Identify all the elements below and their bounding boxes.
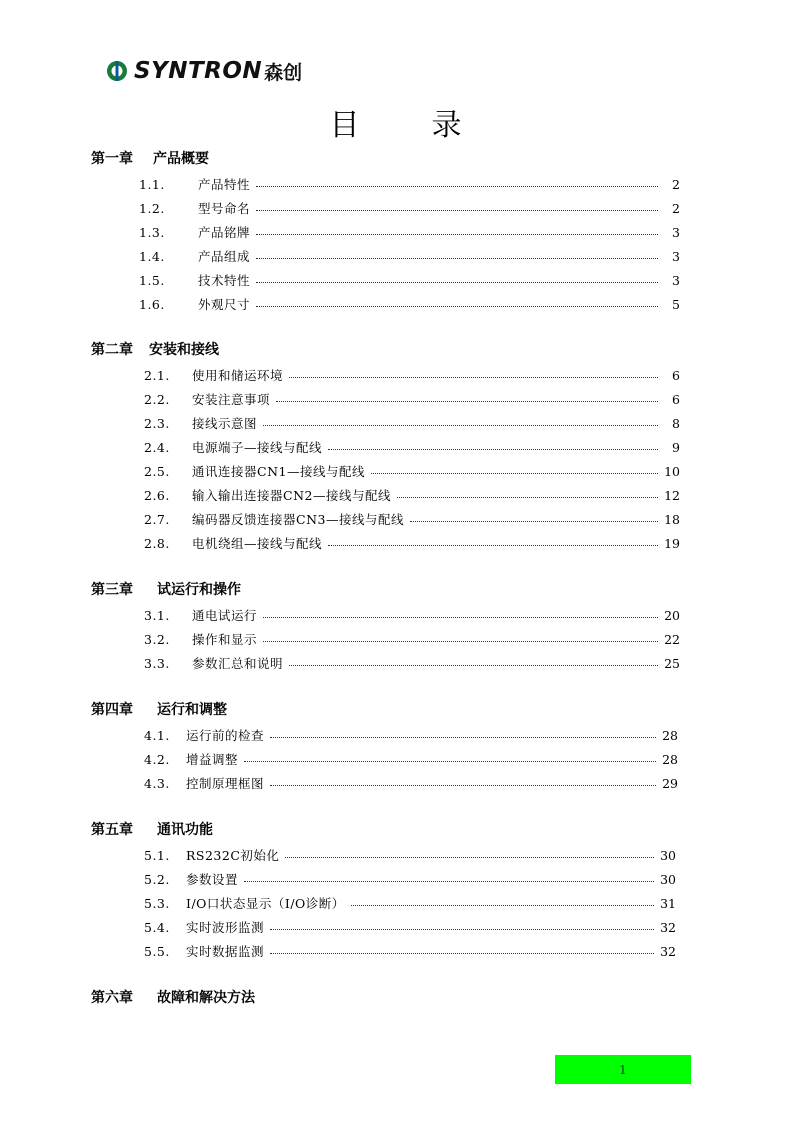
toc-entry-label: 通电试运行 [192, 608, 258, 623]
toc-entry-page: 25 [664, 655, 680, 671]
toc-entry-number: 4.3. [144, 775, 170, 791]
toc-entry-number: 5.2. [144, 871, 170, 887]
toc-entry-page: 28 [662, 751, 678, 767]
toc-leader-dots [276, 401, 658, 402]
toc-entry[interactable] [144, 438, 680, 456]
toc-entry-label: 实时数据监测 [186, 944, 265, 959]
toc-entry-number: 2.8. [144, 535, 170, 551]
toc-entry-page: 5 [672, 296, 680, 312]
toc-entry-label: 参数汇总和说明 [192, 656, 284, 671]
logo-text: SYNTRON [134, 58, 263, 84]
toc-entry-label: RS232C初始化 [186, 848, 280, 863]
toc-entry-page: 32 [660, 919, 676, 935]
toc-leader-dots [256, 234, 658, 235]
toc-entry[interactable] [144, 510, 680, 528]
toc-leader-dots [270, 737, 656, 738]
toc-entry-label: 使用和储运环境 [192, 368, 284, 383]
toc-entry-page: 30 [660, 871, 676, 887]
chapter-number: 第四章 [91, 702, 133, 718]
toc-entry-number: 3.1. [144, 607, 170, 623]
toc-leader-dots [397, 497, 658, 498]
toc-entry-number: 1.6. [139, 296, 165, 312]
toc-entry[interactable] [144, 630, 680, 648]
toc-leader-dots [244, 761, 656, 762]
toc-entry-number: 4.1. [144, 727, 170, 743]
toc-entry-number: 1.2. [139, 200, 165, 216]
toc-entry-page: 2 [672, 176, 680, 192]
toc-entry-label: 电机绕组—接线与配线 [192, 536, 323, 551]
toc-entry-number: 2.3. [144, 415, 170, 431]
chapter-title: 通讯功能 [157, 822, 213, 838]
toc-entry-number: 2.5. [144, 463, 170, 479]
toc-entry-number: 5.5. [144, 943, 170, 959]
chapter-number: 第五章 [91, 822, 133, 838]
toc-leader-dots [371, 473, 658, 474]
toc-entry-label: 电源端子—接线与配线 [192, 440, 323, 455]
toc-leader-dots [289, 665, 658, 666]
toc-entry-label: 通讯连接器CN1—接线与配线 [192, 464, 365, 479]
company-logo [106, 57, 302, 85]
chapter-number: 第一章 [91, 151, 133, 167]
toc-entry-page: 2 [672, 200, 680, 216]
toc-entry[interactable] [144, 390, 680, 408]
toc-entry-number: 1.3. [139, 224, 165, 240]
toc-entry-label: 产品特性 [198, 177, 251, 192]
toc-entry-page: 20 [664, 607, 680, 623]
toc-entry-number: 3.3. [144, 655, 170, 671]
toc-entry[interactable] [139, 247, 680, 265]
toc-leader-dots [263, 425, 658, 426]
toc-entry-label: 安装注意事项 [192, 392, 271, 407]
toc-entry-label: I/O口状态显示（I/O诊断） [186, 896, 345, 911]
chapter-number: 第三章 [91, 582, 133, 598]
toc-entry-label: 输入输出连接器CN2—接线与配线 [192, 488, 391, 503]
toc-entry[interactable] [144, 366, 680, 384]
toc-leader-dots [270, 929, 654, 930]
chapter-number: 第二章 [91, 342, 133, 358]
chapter-title: 安装和接线 [149, 342, 219, 358]
logo-cn-text: 森创 [264, 61, 303, 84]
toc-entry-label: 增益调整 [186, 752, 239, 767]
chapter-heading [91, 339, 219, 359]
toc-entry[interactable] [139, 295, 680, 313]
title-left: 目 [329, 108, 362, 143]
toc-entry-label: 参数设置 [186, 872, 239, 887]
chapter-heading [91, 699, 227, 719]
toc-entry-label: 接线示意图 [192, 416, 258, 431]
toc-leader-dots [256, 210, 658, 211]
toc-leader-dots [328, 449, 658, 450]
toc-leader-dots [256, 282, 658, 283]
toc-entry-page: 31 [660, 895, 676, 911]
toc-entry[interactable] [144, 894, 676, 912]
toc-entry[interactable] [144, 942, 676, 960]
toc-leader-dots [270, 785, 656, 786]
toc-leader-dots [256, 306, 658, 307]
toc-entry-number: 2.1. [144, 367, 170, 383]
toc-entry-page: 3 [672, 224, 680, 240]
toc-entry-number: 2.4. [144, 439, 170, 455]
toc-entry-number: 4.2. [144, 751, 170, 767]
toc-leader-dots [328, 545, 658, 546]
toc-entry-number: 5.1. [144, 847, 170, 863]
toc-entry-page: 28 [662, 727, 678, 743]
toc-entry-page: 30 [660, 847, 676, 863]
toc-entry[interactable] [144, 750, 678, 768]
toc-entry[interactable] [144, 414, 680, 432]
toc-leader-dots [244, 881, 654, 882]
chapter-heading [91, 819, 213, 839]
toc-leader-dots [256, 258, 658, 259]
toc-entry-page: 10 [664, 463, 680, 479]
toc-entry-page: 29 [662, 775, 678, 791]
title-right: 录 [431, 108, 464, 143]
toc-entry[interactable] [139, 271, 680, 289]
logo-mark-icon [106, 60, 128, 82]
page-number-box [555, 1055, 691, 1084]
toc-entry-label: 操作和显示 [192, 632, 258, 647]
toc-entry[interactable] [144, 462, 680, 480]
toc-entry[interactable] [144, 654, 680, 672]
toc-entry-number: 2.6. [144, 487, 170, 503]
toc-entry[interactable] [139, 223, 680, 241]
toc-entry-label: 外观尺寸 [198, 297, 251, 312]
toc-leader-dots [289, 377, 658, 378]
toc-entry-label: 产品铭牌 [198, 225, 251, 240]
page-number: 1 [619, 1062, 627, 1077]
chapter-heading [91, 987, 255, 1007]
toc-leader-dots [351, 905, 654, 906]
toc-entry-page: 9 [672, 439, 680, 455]
toc-entry-number: 5.4. [144, 919, 170, 935]
toc-leader-dots [263, 617, 658, 618]
chapter-heading [91, 579, 241, 599]
toc-entry-page: 18 [664, 511, 680, 527]
toc-entry-page: 3 [672, 248, 680, 264]
toc-entry-number: 3.2. [144, 631, 170, 647]
toc-entry-page: 8 [672, 415, 680, 431]
toc-entry-number: 1.4. [139, 248, 165, 264]
chapter-title: 故障和解决方法 [157, 990, 255, 1006]
toc-leader-dots [410, 521, 658, 522]
toc-entry-label: 编码器反馈连接器CN3—接线与配线 [192, 512, 404, 527]
toc-entry-page: 19 [664, 535, 680, 551]
chapter-heading [91, 148, 209, 168]
chapter-number: 第六章 [91, 990, 133, 1006]
toc-entry[interactable] [144, 918, 676, 936]
toc-entry-label: 实时波形监测 [186, 920, 265, 935]
page-title [0, 100, 793, 144]
toc-entry-page: 3 [672, 272, 680, 288]
toc-entry-label: 运行前的检查 [186, 728, 265, 743]
toc-leader-dots [256, 186, 658, 187]
toc-leader-dots [270, 953, 654, 954]
toc-entry-label: 技术特性 [198, 273, 251, 288]
toc-entry[interactable] [139, 175, 680, 193]
toc-entry[interactable] [139, 199, 680, 217]
chapter-title: 产品概要 [153, 151, 209, 167]
toc-entry[interactable] [144, 486, 680, 504]
toc-leader-dots [263, 641, 658, 642]
toc-entry-number: 1.1. [139, 176, 165, 192]
toc-entry-number: 2.2. [144, 391, 170, 407]
toc-entry-page: 22 [664, 631, 680, 647]
chapter-title: 运行和调整 [157, 702, 227, 718]
toc-entry[interactable] [144, 774, 678, 792]
toc-entry-number: 1.5. [139, 272, 165, 288]
toc-entry-label: 产品组成 [198, 249, 251, 264]
toc-entry[interactable] [144, 870, 676, 888]
toc-entry-page: 12 [664, 487, 680, 503]
toc-entry-label: 型号命名 [198, 201, 251, 216]
toc-entry[interactable] [144, 846, 676, 864]
toc-leader-dots [285, 857, 654, 858]
toc-entry[interactable] [144, 534, 680, 552]
toc-entry-label: 控制原理框图 [186, 776, 265, 791]
chapter-title: 试运行和操作 [157, 582, 241, 598]
toc-entry-page: 6 [672, 391, 680, 407]
toc-entry-number: 5.3. [144, 895, 170, 911]
toc-entry[interactable] [144, 726, 678, 744]
toc-entry[interactable] [144, 606, 680, 624]
toc-entry-page: 32 [660, 943, 676, 959]
toc-entry-page: 6 [672, 367, 680, 383]
toc-entry-number: 2.7. [144, 511, 170, 527]
